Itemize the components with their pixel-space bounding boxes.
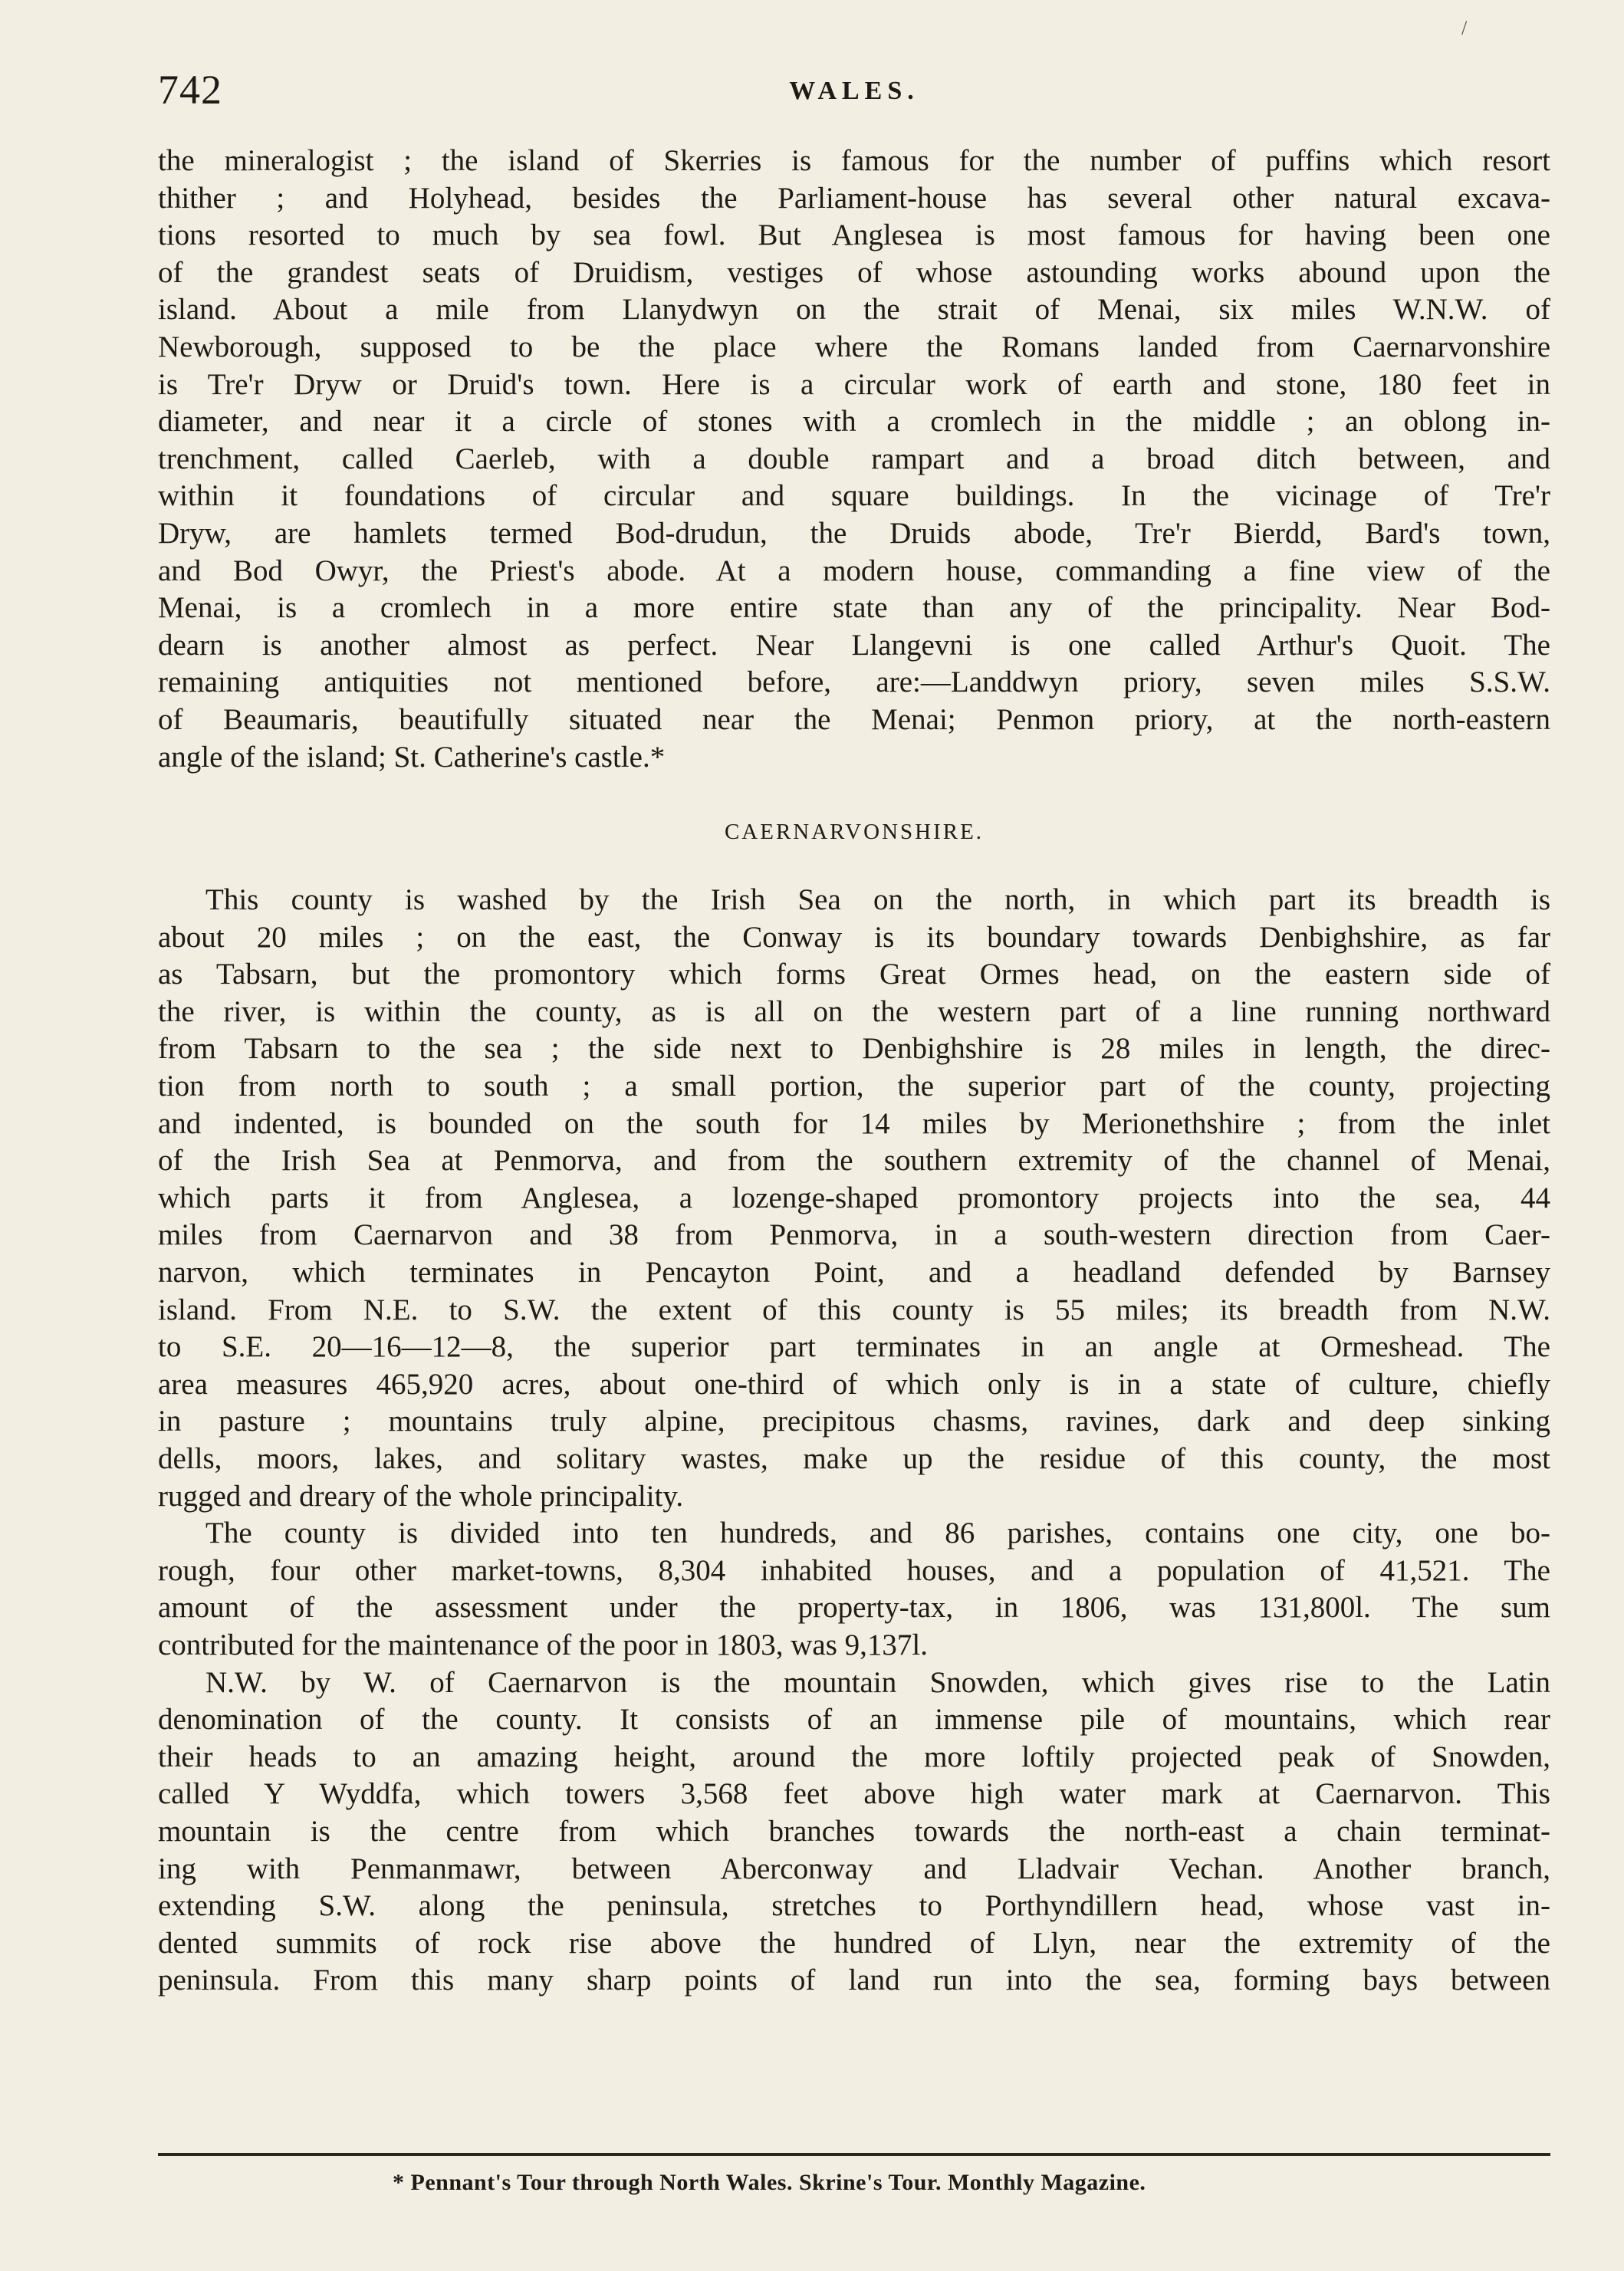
text-line: rugged and dreary of the whole principality. — [158, 1479, 684, 1513]
text-line: thither ; and Holyhead, besides the Parliament-house has several other natural excava- — [158, 181, 1550, 215]
text-line: island. From N.E. to S.W. the extent of this county is 55 miles; its breadth from N.W. — [158, 1293, 1550, 1326]
text-line: called Y Wyddfa, which towers 3,568 feet above high water mark at Caernarvon. This — [158, 1777, 1550, 1811]
text-line: extending S.W. along the peninsula, stretches to Porthyndillern head, whose vast in- — [158, 1889, 1550, 1923]
text-line: contributed for the maintenance of the poor in 1803, was 9,137l. — [158, 1628, 928, 1661]
text-line: ing with Penmanmawr, between Aberconway and Lladvair Vechan. Another branch, — [158, 1852, 1550, 1885]
text-line: dells, moors, lakes, and solitary wastes, make up the residue of this county, the most — [158, 1442, 1550, 1475]
text-line: dearn is another almost as perfect. Near Llangevni is one called Arthur's Quoit. The — [158, 628, 1550, 662]
text-line: Menai, is a cromlech in a more entire state than any of the principality. Near Bod- — [158, 591, 1550, 625]
paragraph-county-statistics — [158, 1515, 1550, 1664]
text-line: of the Irish Sea at Penmorva, and from the southern extremity of the channel of Menai, — [158, 1144, 1550, 1178]
text-line: island. About a mile from Llanydwyn on the strait of Menai, six miles W.N.W. of — [158, 293, 1550, 327]
text-line: of Beaumaris, beautifully situated near the Menai; Penmon priory, at the north-eastern — [158, 702, 1550, 736]
text-line: mountain is the centre from which branches towards the north-east a chain terminat- — [158, 1814, 1550, 1848]
text-line: Newborough, supposed to be the place where the Romans landed from Caernarvonshire — [158, 330, 1550, 363]
page-header — [158, 66, 1550, 127]
text-line: This county is washed by the Irish Sea on the north, in which part its breadth is — [205, 883, 1550, 917]
page-number: 742 — [158, 67, 222, 113]
text-line: their heads to an amazing height, around the more loftily projected peak of Snowden, — [158, 1740, 1550, 1773]
text-line: the river, is within the county, as is all on the western part of a line running northward — [158, 994, 1550, 1028]
text-line: is Tre'r Dryw or Druid's town. Here is a circular work of earth and stone, 180 feet in — [158, 367, 1550, 401]
footnote-rule — [158, 2153, 1550, 2156]
text-line: rough, four other market-towns, 8,304 inhabited houses, and a population of 41,521. The — [158, 1553, 1550, 1587]
text-line: amount of the assessment under the property-tax, in 1806, was 131,800l. The sum — [158, 1591, 1550, 1625]
text-line: from Tabsarn to the sea ; the side next to Denbighshire is 28 miles in length, the direc- — [158, 1032, 1550, 1066]
text-line: which parts it from Anglesea, a lozenge-shaped promontory projects into the sea, 44 — [158, 1181, 1550, 1214]
tick-mark: / — [1461, 17, 1468, 39]
text-line: remaining antiquities not mentioned before, are:—Landdwyn priory, seven miles S.S.W. — [158, 666, 1550, 699]
text-line: in pasture ; mountains truly alpine, precipitous chasms, ravines, dark and deep sinking — [158, 1405, 1550, 1438]
text-line: diameter, and near it a circle of stones with a cromlech in the middle ; an oblong in- — [158, 405, 1550, 439]
text-line: the mineralogist ; the island of Skerries is famous for the number of puffins which resort — [158, 144, 1550, 177]
text-line: tions resorted to much by sea fowl. But Anglesea is most famous for having been one — [158, 219, 1550, 252]
text-line: denomination of the county. It consists of an immense pile of mountains, which rear — [158, 1703, 1550, 1737]
text-line: angle of the island; St. Catherine's castle.* — [158, 740, 666, 774]
paragraph-snowden — [158, 1665, 1550, 2000]
text-line: and Bod Owyr, the Priest's abode. At a modern house, commanding a fine view of the — [158, 554, 1550, 587]
footnote: * Pennant's Tour through North Wales. Skrine's Tour. Monthly Magazine. — [393, 2170, 1146, 2195]
text-line: area measures 465,920 acres, about one-third of which only is in a state of culture, chiefly — [158, 1367, 1550, 1401]
text-line: as Tabsarn, but the promontory which forms Great Ormes head, on the eastern side of — [158, 958, 1550, 991]
text-line: about 20 miles ; on the east, the Conway is its boundary towards Denbighshire, as far — [158, 920, 1550, 954]
text-line: within it foundations of circular and square buildings. In the vicinage of Tre'r — [158, 479, 1550, 513]
text-line: to S.E. 20—16—12—8, the superior part terminates in an angle at Ormeshead. The — [158, 1330, 1550, 1364]
text-line: miles from Caernarvon and 38 from Penmorva, in a south-western direction from Caer- — [158, 1218, 1550, 1252]
paragraph-county-extent — [158, 882, 1550, 1515]
section-heading: CAERNARVONSHIRE. — [724, 820, 985, 845]
running-head: WALES. — [789, 77, 919, 105]
text-line: tion from north to south ; a small portion, the superior part of the county, projecting — [158, 1070, 1550, 1103]
text-line: The county is divided into ten hundreds, and 86 parishes, contains one city, one bo- — [205, 1517, 1550, 1550]
text-line: of the grandest seats of Druidism, vestiges of whose astounding works abound upon the — [158, 255, 1550, 289]
text-line: dented summits of rock rise above the hundred of Llyn, near the extremity of the — [158, 1926, 1550, 1960]
text-line: trenchment, called Caerleb, with a double rampart and a broad ditch between, and — [158, 442, 1550, 475]
text-line: N.W. by W. of Caernarvon is the mountain Snowden, which gives rise to the Latin — [205, 1665, 1550, 1699]
text-line: peninsula. From this many sharp points of land run into the sea, forming bays between — [158, 1964, 1550, 1997]
text-line: Dryw, are hamlets termed Bod-drudun, the Druids abode, Tre'r Bierdd, Bard's town, — [158, 516, 1550, 550]
text-line: narvon, which terminates in Pencayton Point, and a headland defended by Barnsey — [158, 1256, 1550, 1290]
text-line: and indented, is bounded on the south for 14 miles by Merionethshire ; from the inlet — [158, 1106, 1550, 1140]
body-text — [158, 143, 1550, 2000]
paragraph-anglesea — [158, 143, 1550, 776]
